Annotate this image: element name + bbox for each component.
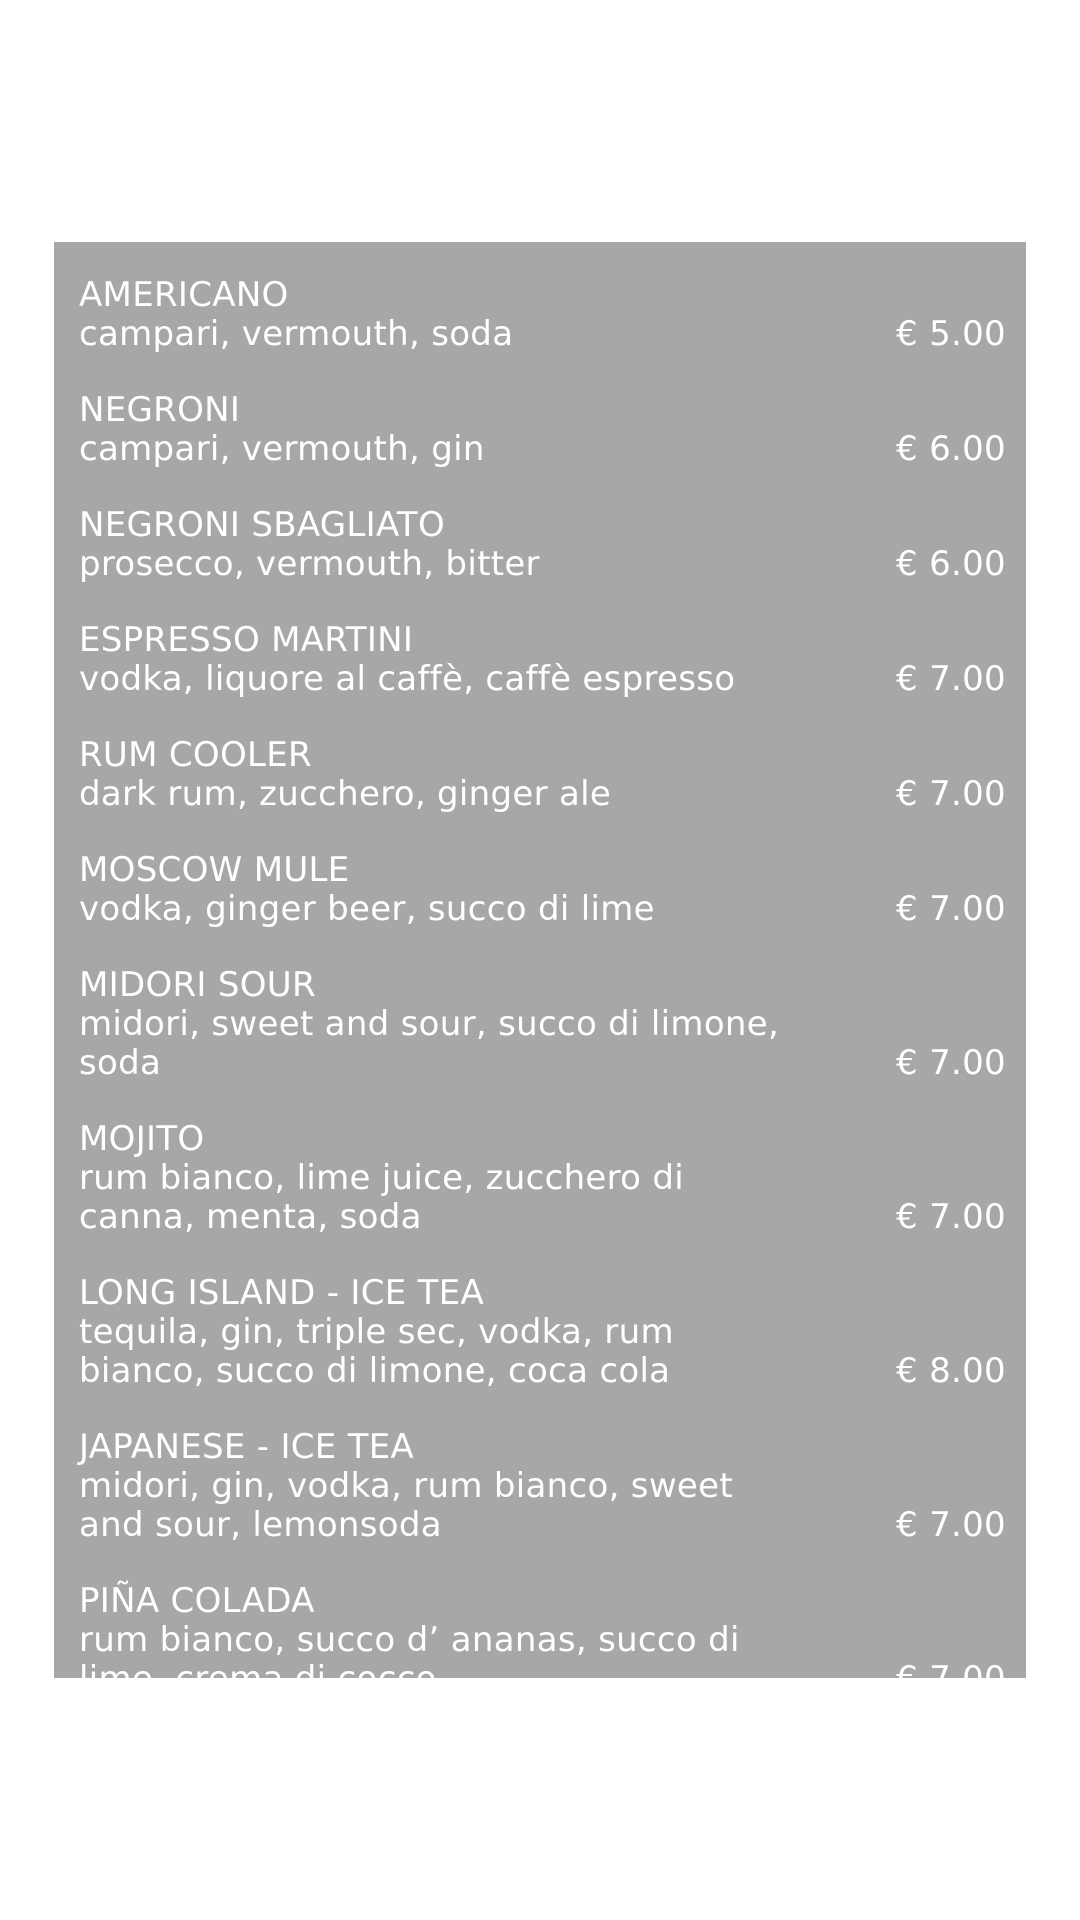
menu-item-rum-cooler: [79, 736, 1006, 814]
item-price: € 7.00: [896, 1505, 1006, 1545]
cocktail-menu-panel: [54, 242, 1026, 1699]
item-name: NEGRONI SBAGLIATO: [79, 505, 446, 545]
item-price: € 6.00: [896, 544, 1006, 584]
item-price: € 8.00: [896, 1351, 1006, 1391]
item-price: € 7.00: [896, 889, 1006, 929]
item-price: € 7.00: [896, 659, 1006, 699]
item-description: dark rum, zucchero, ginger ale: [79, 774, 612, 814]
item-description: tequila, gin, triple sec, vodka, rum bianco, succo di limone, coca cola: [79, 1312, 674, 1391]
item-name: NEGRONI: [79, 390, 241, 430]
menu-item-moscow-mule: [79, 851, 1006, 929]
item-name: MOJITO: [79, 1119, 205, 1159]
item-description: prosecco, vermouth, bitter: [79, 544, 540, 584]
menu-item-text: [79, 1120, 799, 1237]
menu-item-espresso-martini: [79, 621, 1006, 699]
menu-item-text: [79, 621, 735, 699]
menu-item-text: [79, 391, 485, 469]
menu-item-japanese-ice-tea: [79, 1428, 1006, 1545]
item-description: rum bianco, succo d’ ananas, succo di lime, crema di cocco: [79, 1620, 740, 1699]
menu-item-negroni: [79, 391, 1006, 469]
item-description: midori, gin, vodka, rum bianco, sweet and sour, lemonsoda: [79, 1466, 733, 1545]
item-name: ESPRESSO MARTINI: [79, 620, 414, 660]
item-price: € 7.00: [896, 774, 1006, 814]
item-name: PIÑA COLADA: [79, 1581, 315, 1621]
item-price: € 6.00: [896, 429, 1006, 469]
menu-item-text: [79, 736, 611, 814]
menu-item-text: [79, 851, 655, 929]
menu-item-text: [79, 1274, 799, 1391]
item-name: JAPANESE - ICE TEA: [79, 1427, 415, 1467]
menu-item-text: [79, 506, 540, 584]
item-name: RUM COOLER: [79, 735, 312, 775]
menu-item-text: [79, 1428, 799, 1545]
item-description: rum bianco, lime juice, zucchero di canna, menta, soda: [79, 1158, 685, 1237]
item-price: € 7.00: [896, 1197, 1006, 1237]
item-name: MIDORI SOUR: [79, 965, 316, 1005]
item-name: MOSCOW MULE: [79, 850, 350, 890]
item-description: campari, vermouth, gin: [79, 429, 485, 469]
menu-item-negroni-sbagliato: [79, 506, 1006, 584]
menu-item-text: [79, 276, 513, 354]
item-description: campari, vermouth, soda: [79, 314, 514, 354]
menu-item-text: [79, 966, 799, 1083]
item-price: € 5.00: [896, 314, 1006, 354]
menu-item-pina-colada: [79, 1582, 1006, 1699]
item-description: vodka, liquore al caffè, caffè espresso: [79, 659, 736, 699]
menu-item-mojito: [79, 1120, 1006, 1237]
item-description: midori, sweet and sour, succo di limone, soda: [79, 1004, 780, 1083]
item-price: € 7.00: [896, 1043, 1006, 1083]
menu-item-americano: [79, 276, 1006, 354]
menu-item-long-island-ice-tea: [79, 1274, 1006, 1391]
menu-item-midori-sour: [79, 966, 1006, 1083]
item-name: AMERICANO: [79, 275, 289, 315]
item-description: vodka, ginger beer, succo di lime: [79, 889, 655, 929]
item-price: € 7.00: [896, 1659, 1006, 1699]
menu-item-text: [79, 1582, 799, 1699]
item-name: LONG ISLAND - ICE TEA: [79, 1273, 485, 1313]
